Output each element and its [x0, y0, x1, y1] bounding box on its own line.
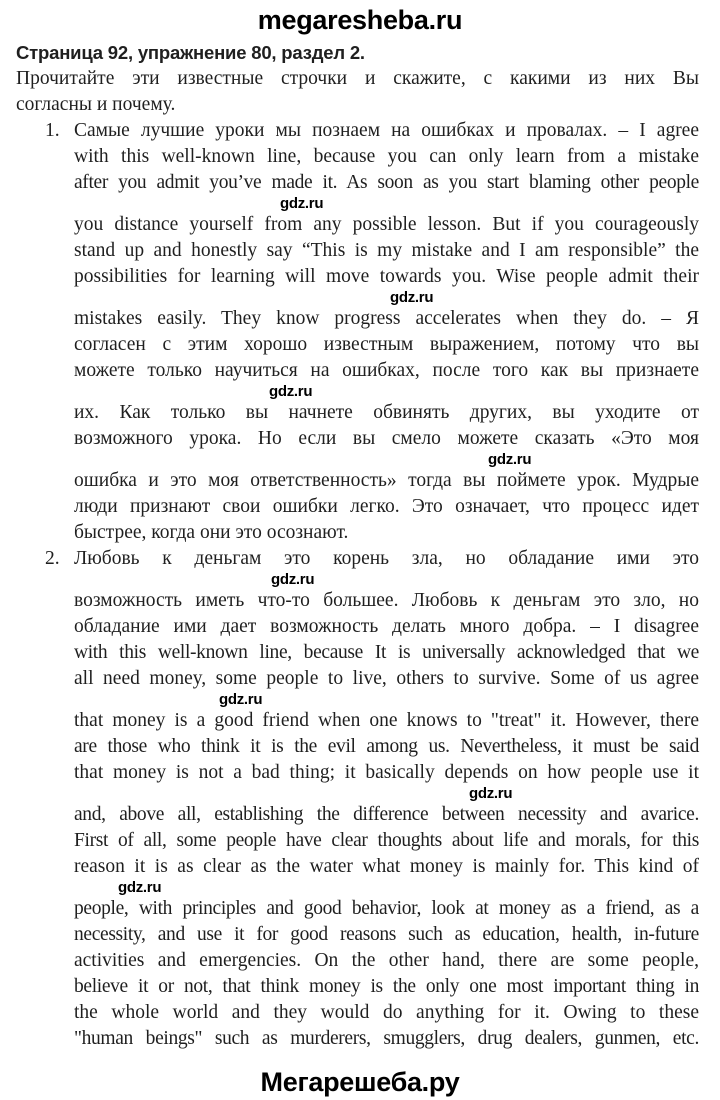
- watermark-row: [74, 880, 699, 896]
- item-line: that money is a good friend when one knows to "treat" it. However, there: [74, 710, 699, 731]
- gdz-watermark: gdz.ru: [219, 691, 263, 708]
- item-line: Самые лучшие уроки мы познаем на ошибках и провалах. – I agree: [74, 120, 699, 141]
- watermark-row: [74, 452, 699, 468]
- exercise-instruction: [16, 66, 699, 118]
- watermark-row: [74, 196, 699, 212]
- item-line: with this well-known line, because It is universally acknowledged that we: [74, 642, 699, 663]
- item-line: mistakes easily. They know progress accelerates when they do. – Я: [74, 308, 699, 329]
- watermark-row: [74, 786, 699, 802]
- exercise-title: Страница 92, упражнение 80, раздел 2.: [16, 42, 365, 63]
- gdz-watermark: gdz.ru: [271, 571, 315, 588]
- watermark-row: [74, 692, 699, 708]
- gdz-watermark: gdz.ru: [390, 289, 434, 306]
- answer-item-1: [16, 118, 699, 546]
- item-line: ошибка и это моя ответственность» тогда вы поймете урок. Мудрые: [74, 470, 699, 491]
- item-line: люди признают свои ошибки легко. Это означает, что процесс идет: [74, 496, 699, 517]
- item-number: 2.: [45, 548, 60, 569]
- item-line: people, with principles and good behavior, look at money as a friend, as a: [74, 898, 699, 919]
- item-line: possibilities for learning will move towards you. Wise people admit their: [74, 266, 699, 287]
- gdz-watermark: gdz.ru: [280, 195, 324, 212]
- item-line: you distance yourself from any possible lesson. But if you courageously: [74, 214, 699, 235]
- instruction-line: согласны и почему.: [16, 94, 176, 115]
- item-line: necessity, and use it for good reasons such as education, health, in-future: [74, 924, 699, 945]
- item-line: and, above all, establishing the difference between necessity and avarice.: [74, 804, 699, 825]
- item-line: are those who think it is the evil among us. Nevertheless, it must be said: [74, 736, 699, 757]
- watermark-row: [74, 290, 699, 306]
- item-line: stand up and honestly say “This is my mistake and I am responsible” the: [74, 240, 699, 261]
- item-line: возможного урока. Но если вы смело можете сказать «Это моя: [74, 428, 699, 449]
- item-line: activities and emergencies. On the other hand, there are some people,: [74, 950, 699, 971]
- item-line: можете только научиться на ошибках, после того как вы признаете: [74, 360, 699, 381]
- gdz-watermark: gdz.ru: [118, 879, 162, 896]
- item-line: согласен с этим хорошо известным выражением, потому что вы: [74, 334, 699, 355]
- gdz-watermark: gdz.ru: [488, 451, 532, 468]
- site-header-watermark: megaresheba.ru: [257, 5, 463, 35]
- item-line: обладание ими дает возможность делать много добра. – I disagree: [74, 616, 699, 637]
- item-line: after you admit you’ve made it. As soon as you start blaming other people: [74, 172, 699, 193]
- item-line: with this well-known line, because you can only learn from a mistake: [74, 146, 699, 167]
- gdz-watermark: gdz.ru: [269, 383, 313, 400]
- document-body: [16, 40, 699, 1052]
- site-footer-watermark: Мегарешеба.ру: [260, 1067, 460, 1097]
- item-line: First of all, some people have clear thoughts about life and morals, for this: [74, 830, 699, 851]
- gdz-watermark: gdz.ru: [469, 785, 513, 802]
- watermark-row: [74, 572, 699, 588]
- item-number: 1.: [45, 120, 60, 141]
- instruction-line: Прочитайте эти известные строчки и скажите, с какими из них Вы: [16, 68, 699, 89]
- item-line: reason it is as clear as the water what money is mainly for. This kind of: [74, 856, 699, 877]
- item-line: the whole world and they would do anything for it. Owing to these: [74, 1002, 699, 1023]
- item-line: believe it or not, that think money is the only one most important thing in: [74, 976, 699, 997]
- item-line: all need money, some people to live, others to survive. Some of us agree: [74, 668, 699, 689]
- watermark-row: [74, 384, 699, 400]
- answer-list: [16, 118, 699, 1052]
- item-line: их. Как только вы начнете обвинять других, вы уходите от: [74, 402, 699, 423]
- item-line: "human beings" such as murderers, smugglers, drug dealers, gunmen, etc.: [74, 1028, 699, 1049]
- item-line: возможность иметь что-то большее. Любовь к деньгам это зло, но: [74, 590, 699, 611]
- answer-item-2: [16, 546, 699, 1052]
- item-line: that money is not a bad thing; it basically depends on how people use it: [74, 762, 699, 783]
- item-line: быстрее, когда они это осознают.: [74, 522, 349, 543]
- item-line: Любовь к деньгам это корень зла, но обладание ими это: [74, 548, 699, 569]
